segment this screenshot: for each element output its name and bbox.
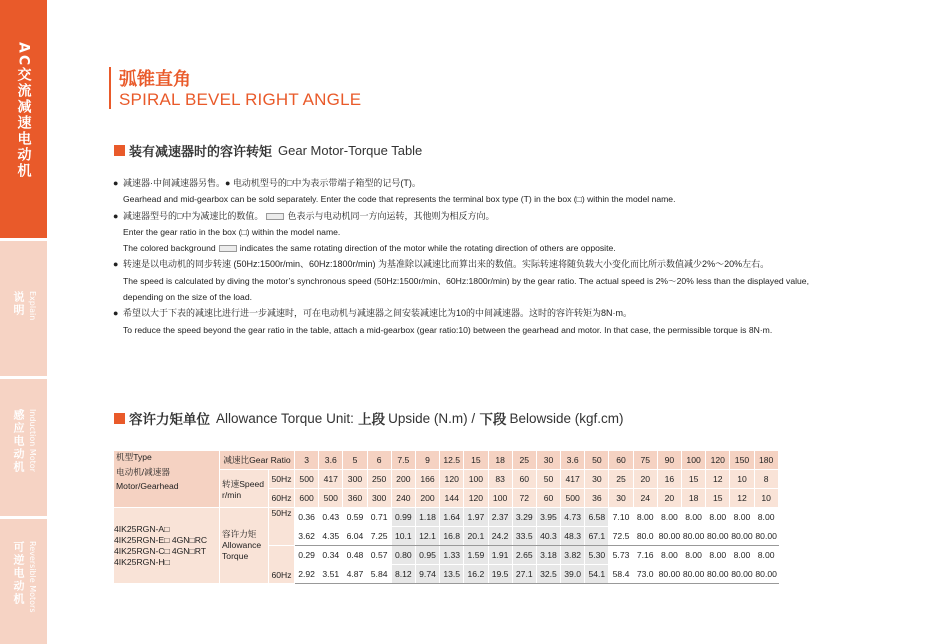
section2-title-zh: 容许力矩单位 [129,412,210,428]
speed60-cell: 60 [536,489,560,508]
t50nm-cell: 8.00 [657,508,681,527]
t60nm-cell: 3.18 [536,546,560,565]
t50nm-cell: 0.71 [367,508,391,527]
section-square-icon [114,145,125,156]
speed50-cell: 120 [440,470,464,489]
t50kgf-cell: 3.62 [295,527,319,546]
t50kgf-cell: 80.00 [682,527,706,546]
ratio-cell: 50 [585,451,609,470]
motor-gearhead-en: Motor/Gearhead [116,481,179,491]
t60kgf-cell: 9.74 [415,565,439,584]
section-allowance-torque [114,408,623,428]
section-square-icon [114,413,125,424]
t60kgf-cell: 32.5 [536,565,560,584]
gearhead-rc: 4GN□RC [171,534,208,545]
note-4-zh: 希望以大于下表的减速比进行进一步减速时，可在电动机与减速器之间安装减速比为10的中间减速器。这时的容许转矩为8N·m。 [123,308,633,319]
t60nm-cell: 8.00 [706,546,730,565]
t50nm-cell: 2.37 [488,508,512,527]
t60kgf-cell: 80.00 [657,565,681,584]
t60nm-cell: 0.80 [391,546,415,565]
torque-hz60-label: 60Hz [269,546,295,584]
speed50-cell: 20 [633,470,657,489]
ratio-cell: 90 [657,451,681,470]
speed50-cell: 200 [391,470,415,489]
note-2-en-2b: indicates the same rotating direction of the motor while the rotating direction of others are opposite. [239,243,616,254]
section2-unit-label: Allowance Torque Unit: [216,410,354,426]
page-title-zh: 弧锥直角 [119,69,191,90]
speed60-cell: 15 [706,489,730,508]
hz50-label: 50Hz [269,470,295,489]
t60kgf-cell: 5.84 [367,565,391,584]
t60kgf-cell: 4.87 [343,565,367,584]
t50nm-cell: 8.00 [730,508,754,527]
note-4-en: To reduce the speed beyond the gear ratio in the table, attach a mid-gearbox (gear ratio:10) between the gearhead and motor. In that case, the permissible torque is 8N·m. [123,324,773,335]
t60kgf-cell: 54.1 [585,565,609,584]
t60kgf-cell: 80.00 [706,565,730,584]
torque-header [220,508,269,584]
t60kgf-cell: 2.92 [295,565,319,584]
t50kgf-cell: 6.04 [343,527,367,546]
ratio-cell: 180 [754,451,778,470]
t60kgf-cell: 58.4 [609,565,633,584]
t50nm-cell: 4.73 [561,508,585,527]
notes [113,175,913,338]
ratio-cell: 15 [464,451,488,470]
note-2-zh-b: 色表示与电动机同一方向运转，其他则为相反方向。 [287,210,495,221]
model-type-header [114,451,220,508]
speed50-cell: 100 [464,470,488,489]
model-c: 4IK25RGN-C□ [114,545,170,556]
t50kgf-cell: 80.00 [657,527,681,546]
t50kgf-cell: 4.35 [319,527,343,546]
t60nm-cell: 2.65 [512,546,536,565]
t50nm-cell: 8.00 [682,508,706,527]
speed50-cell: 50 [536,470,560,489]
t60nm-cell: 0.95 [415,546,439,565]
speed50-cell: 12 [706,470,730,489]
speed60-cell: 36 [585,489,609,508]
t60kgf-cell: 27.1 [512,565,536,584]
speed60-cell: 144 [440,489,464,508]
speed60-cell: 18 [682,489,706,508]
section2-upside-zh: 上段 [358,412,386,428]
note-1-en: Gearhead and mid-gearbox can be sold separately. Enter the code that represents the terminal box type (T) in the box (□) within the model name. [123,194,676,205]
ratio-cell: 7.5 [391,451,415,470]
speed-label: 转速Speed [222,478,265,489]
speed60-cell: 30 [609,489,633,508]
gearhead-rt: 4GN□RT [171,545,206,556]
t50nm-cell: 0.99 [391,508,415,527]
ratio-cell: 9 [415,451,439,470]
speed60-cell: 600 [295,489,319,508]
t60nm-cell: 1.59 [464,546,488,565]
t50nm-cell: 0.36 [295,508,319,527]
t60nm-cell: 8.00 [657,546,681,565]
speed50-cell: 25 [609,470,633,489]
ratio-cell: 12.5 [440,451,464,470]
speed60-cell: 12 [730,489,754,508]
sidebar-main-label: AC交流减速电动机 [15,42,32,180]
ratio-cell: 100 [682,451,706,470]
speed-header [220,470,269,508]
speed50-cell: 300 [343,470,367,489]
page-title-en: SPIRAL BEVEL RIGHT ANGLE [119,90,362,109]
speed60-cell: 240 [391,489,415,508]
note-2-en-1: Enter the gear ratio in the box (□) within the model name. [123,226,341,237]
t50nm-cell: 8.00 [633,508,657,527]
torque-label-zh: 容许力矩 [222,529,257,539]
speed50-cell: 8 [754,470,778,489]
speed50-cell: 166 [415,470,439,489]
t50nm-cell: 1.64 [440,508,464,527]
bullet-icon: ● [113,210,119,221]
section2-belowside-en: Belowside (kgf.cm) [509,410,624,426]
t50kgf-cell: 20.1 [464,527,488,546]
ratio-cell: 25 [512,451,536,470]
torque-label-en-2: Torque [222,551,249,561]
torque-table [113,450,779,584]
sidebar-tab-induction[interactable] [0,379,47,516]
sidebar-tab-explain-en: Explain [28,291,37,321]
color-swatch [219,245,237,252]
ratio-cell: 3.6 [319,451,343,470]
sidebar-tab-reversible[interactable] [0,519,47,644]
sidebar-tab-reversible-zh: 可逆电动机 [12,541,25,606]
ratio-cell: 60 [609,451,633,470]
t60kgf-cell: 16.2 [464,565,488,584]
torque-label-en-1: Allowance [222,540,262,550]
t60kgf-cell: 80.00 [682,565,706,584]
t60nm-cell: 7.16 [633,546,657,565]
bullet-icon: ● [113,259,119,270]
t60kgf-cell: 39.0 [561,565,585,584]
ratio-cell: 120 [706,451,730,470]
t60nm-cell: 0.34 [319,546,343,565]
t50nm-cell: 1.97 [464,508,488,527]
speed60-cell: 300 [367,489,391,508]
t50kgf-cell: 80.00 [754,527,778,546]
table-row-torque-50hz-nm [114,508,779,527]
t60nm-cell: 1.33 [440,546,464,565]
t50kgf-cell: 33.5 [512,527,536,546]
model-cell [114,508,220,584]
t60kgf-cell: 3.51 [319,565,343,584]
t60nm-cell: 1.91 [488,546,512,565]
section-title-en: Gear Motor-Torque Table [278,143,423,158]
speed60-cell: 10 [754,489,778,508]
t60nm-cell: 3.82 [561,546,585,565]
t60kgf-cell: 13.5 [440,565,464,584]
t60nm-cell: 0.48 [343,546,367,565]
t60nm-cell: 8.00 [730,546,754,565]
t50nm-cell: 8.00 [754,508,778,527]
t60nm-cell: 5.30 [585,546,609,565]
t60kgf-cell: 73.0 [633,565,657,584]
t50kgf-cell: 10.1 [391,527,415,546]
speed50-cell: 250 [367,470,391,489]
ratio-cell: 5 [343,451,367,470]
t60nm-cell: 8.00 [682,546,706,565]
sidebar [0,0,47,644]
ratio-cell: 3 [295,451,319,470]
speed60-cell: 20 [657,489,681,508]
sidebar-tab-induction-en: Induction Motor [28,409,37,472]
t50kgf-cell: 80.0 [633,527,657,546]
model-h: 4IK25RGN-H□ [114,556,170,567]
section2-upside-en: Upside (N.m) / [388,410,476,426]
speed60-cell: 24 [633,489,657,508]
speed50-cell: 500 [295,470,319,489]
t50kgf-cell: 7.25 [367,527,391,546]
t50kgf-cell: 67.1 [585,527,609,546]
gear-ratio-label: 减速比Gear Ratio [220,451,295,470]
speed-unit: r/min [222,489,242,500]
speed50-cell: 15 [682,470,706,489]
note-1-zh: 减速器·中间减速器另售。● 电动机型号的□中为表示带端子箱型的记号(T)。 [123,178,421,188]
t50nm-cell: 7.10 [609,508,633,527]
color-swatch [266,213,284,220]
speed50-cell: 417 [319,470,343,489]
speed60-cell: 120 [464,489,488,508]
sidebar-tab-explain[interactable] [0,241,47,376]
torque-hz50-label: 50Hz [269,508,295,546]
ratio-cell: 150 [730,451,754,470]
ratio-cell: 30 [536,451,560,470]
speed50-cell: 60 [512,470,536,489]
t50kgf-cell: 80.00 [706,527,730,546]
t60kgf-cell: 80.00 [730,565,754,584]
ratio-cell: 18 [488,451,512,470]
note-3-en-2: depending on the size of the load. [123,292,253,303]
t50kgf-cell: 16.8 [440,527,464,546]
t50kgf-cell: 72.5 [609,527,633,546]
t50nm-cell: 3.29 [512,508,536,527]
t50nm-cell: 1.18 [415,508,439,527]
speed50-cell: 10 [730,470,754,489]
note-3-zh: 转速是以电动机的同步转速 (50Hz:1500r/min、60Hz:1800r/min) 为基准除以减速比而算出来的数值。实际转速将随负载大小变化而比所示数值减少2%～20%左右。 [123,259,770,270]
section-title-zh: 装有减速器时的容许转矩 [129,145,273,160]
bullet-icon: ● [113,178,119,188]
t50nm-cell: 3.95 [536,508,560,527]
speed60-cell: 200 [415,489,439,508]
note-3-en-1: The speed is calculated by diving the motor’s synchronous speed (50Hz:1500r/min、60Hz:1800r/min) by the gear ratio. The actual speed is 2%～20% less than the displayed value, [123,275,809,286]
speed60-cell: 360 [343,489,367,508]
model-type-label: 机型Type [116,452,152,462]
speed60-cell: 100 [488,489,512,508]
t60kgf-cell: 80.00 [754,565,778,584]
sidebar-tab-reversible-en: Reversible Motors [28,541,37,613]
speed50-cell: 16 [657,470,681,489]
section2-belowside-zh: 下段 [479,412,507,428]
bullet-icon: ● [113,308,119,319]
t50kgf-cell: 80.00 [730,527,754,546]
sidebar-main-tab[interactable] [0,0,47,238]
note-2-zh-a: 减速器型号的□中为减速比的数值。 [123,210,264,221]
t50kgf-cell: 24.2 [488,527,512,546]
speed50-cell: 417 [561,470,585,489]
speed60-cell: 72 [512,489,536,508]
speed60-cell: 500 [319,489,343,508]
t60nm-cell: 5.73 [609,546,633,565]
t60kgf-cell: 19.5 [488,565,512,584]
t60kgf-cell: 8.12 [391,565,415,584]
motor-gearhead-zh: 电动机/减速器 [116,467,170,477]
ratio-cell: 75 [633,451,657,470]
model-a: 4IK25RGN-A□ [114,523,170,534]
table-row-ratio [114,451,779,470]
section-gear-motor-torque [114,141,422,160]
speed50-cell: 83 [488,470,512,489]
ratio-cell: 3.6 [561,451,585,470]
model-e: 4IK25RGN-E□ [114,534,170,545]
hz60-label: 60Hz [269,489,295,508]
sidebar-tab-induction-zh: 感应电动机 [12,409,25,474]
t50nm-cell: 0.43 [319,508,343,527]
t50nm-cell: 8.00 [706,508,730,527]
title-accent-bar [109,67,111,109]
speed50-cell: 30 [585,470,609,489]
speed60-cell: 500 [561,489,585,508]
sidebar-tab-explain-zh: 说明 [12,291,25,317]
t60nm-cell: 0.29 [295,546,319,565]
t60nm-cell: 8.00 [754,546,778,565]
t50nm-cell: 0.59 [343,508,367,527]
t50kgf-cell: 40.3 [536,527,560,546]
note-2-en-2a: The colored background [123,243,216,254]
ratio-cell: 6 [367,451,391,470]
t50kgf-cell: 48.3 [561,527,585,546]
t50nm-cell: 6.58 [585,508,609,527]
t50kgf-cell: 12.1 [415,527,439,546]
t60nm-cell: 0.57 [367,546,391,565]
